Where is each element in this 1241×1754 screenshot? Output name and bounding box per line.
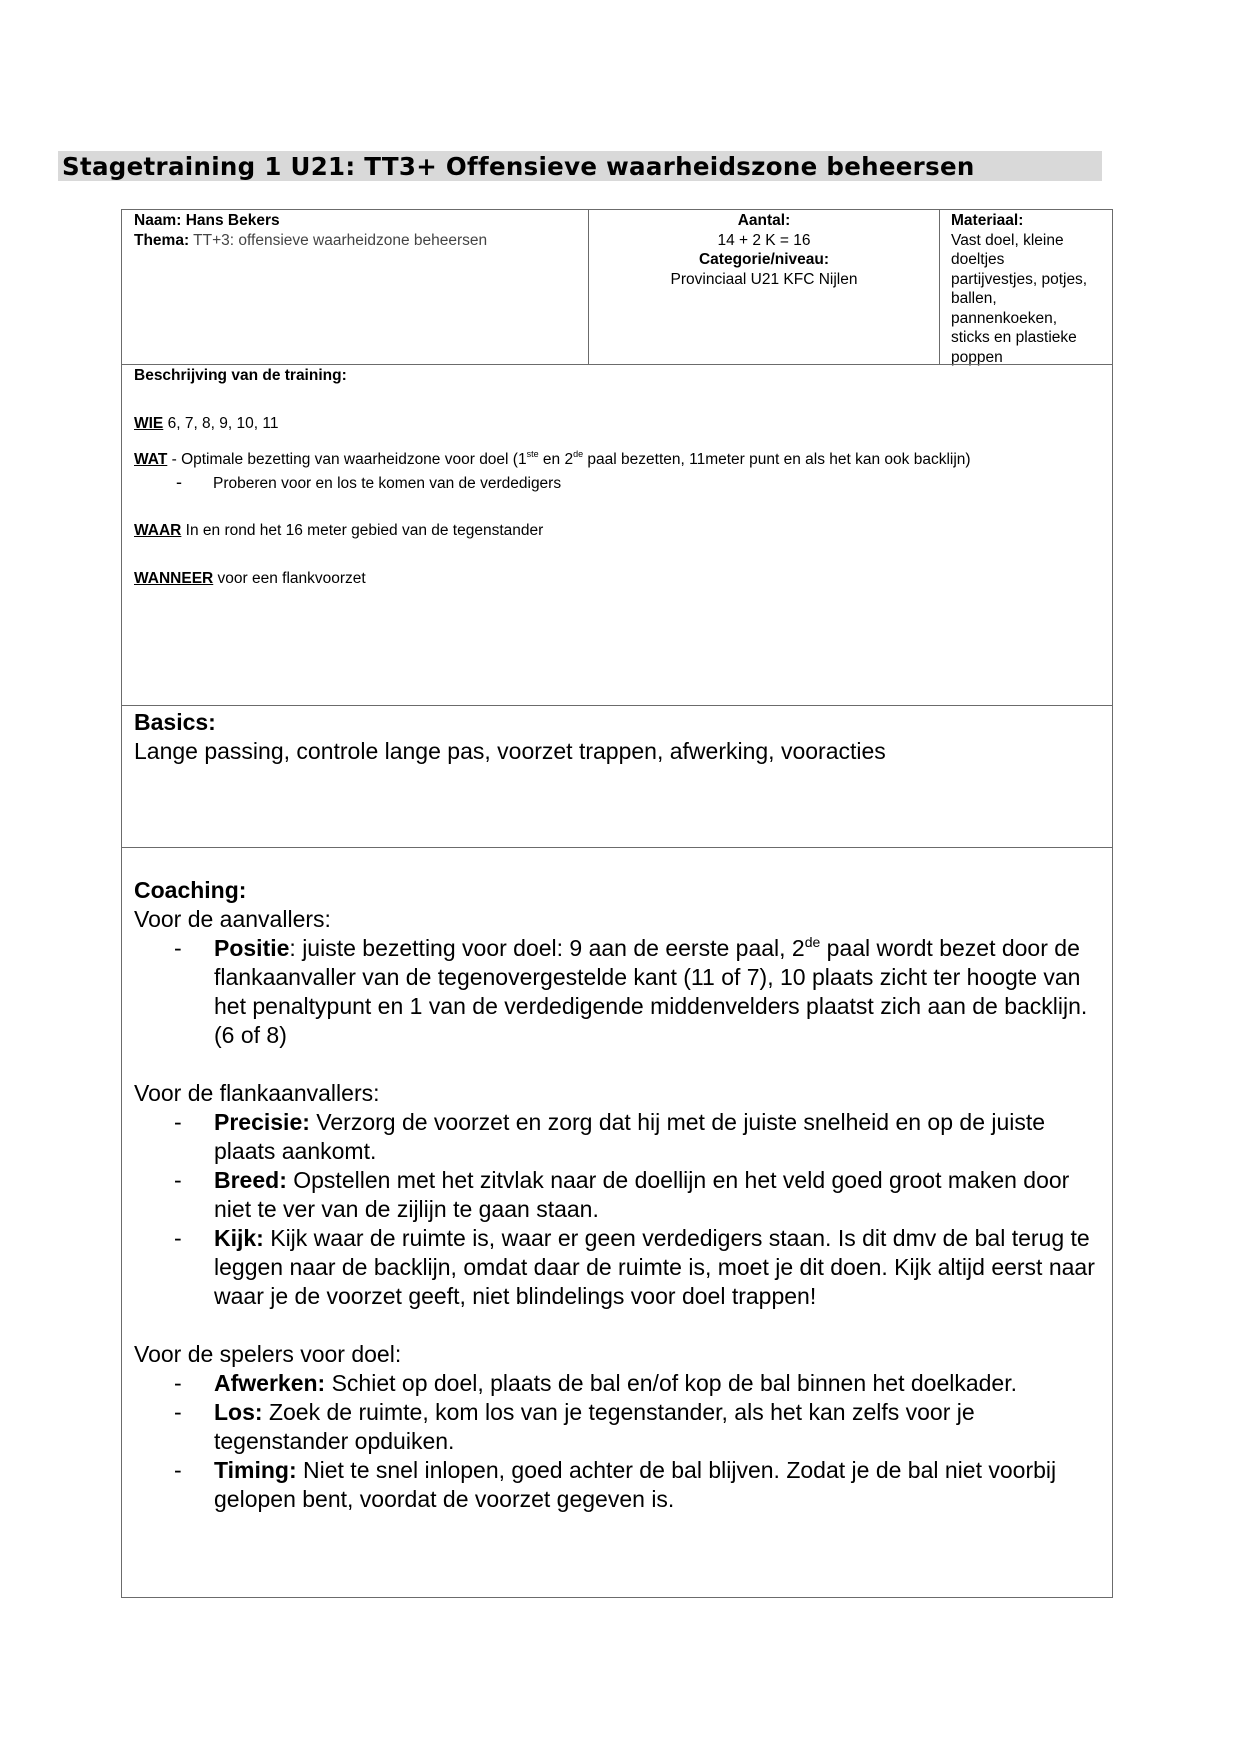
wat-bullet-text: Proberen voor en los te komen van de verdedigers <box>213 474 562 492</box>
bullet-dash: - <box>176 471 182 492</box>
precisie-label: Precisie: <box>214 1109 310 1135</box>
basics-section <box>121 705 1113 848</box>
naam-label: Naam: <box>134 212 182 229</box>
info-cell-aantal <box>588 209 940 365</box>
basics-heading: Basics: <box>134 709 216 735</box>
wie-line <box>134 414 1102 434</box>
group-spelers-voor-doel: Voor de spelers voor doel: <box>134 1341 402 1367</box>
wat-text: en 2 <box>538 451 574 468</box>
waar-label: WAAR <box>134 522 182 539</box>
timing-label: Timing: <box>214 1457 297 1483</box>
afwerken-label: Afwerken: <box>214 1370 326 1396</box>
wanneer-line <box>134 569 1102 589</box>
wat-text: - Optimale bezetting van waarheidzone voor doel (1 <box>167 451 527 468</box>
wat-text: paal bezetten, 11meter punt en als het kan ook backlijn) <box>583 451 971 468</box>
bullet-dash: - <box>174 1457 182 1483</box>
kijk-text: Kijk waar de ruimte is, waar er geen verdedigers staan. Is dit dmv de bal terug te leggen naar de backlijn, omdat daar de ruimte is, moet je dit doen. Kijk altijd eerst naar waar je de voorzet geeft, niet blindelings voor doel trappen! <box>214 1225 1095 1309</box>
los-label: Los: <box>214 1399 263 1425</box>
thema-label: Thema: <box>134 231 190 249</box>
wat-sup: de <box>573 449 584 459</box>
description-heading: Beschrijving van de training: <box>134 367 347 384</box>
group-aanvallers: Voor de aanvallers: <box>134 906 331 932</box>
wat-bullet <box>134 471 1102 494</box>
wie-label: WIE <box>134 414 164 432</box>
afwerken-text: Schiet op doel, plaats de bal en/of kop de bal binnen het doelkader. <box>325 1370 1017 1396</box>
materiaal-line: ballen, <box>951 290 997 307</box>
categorie-value: Provinciaal U21 KFC Nijlen <box>670 270 858 288</box>
breed-text: Opstellen met het zitvlak naar de doellijn en het veld goed groot maken door niet te ver van de zijlijn te gaan staan. <box>214 1167 1070 1222</box>
breed-label: Breed: <box>214 1167 287 1193</box>
naam-line <box>134 211 487 231</box>
materiaal-line: doeltjes <box>951 251 1005 268</box>
coaching-item-precisie <box>134 1108 1100 1166</box>
naam-value: Hans Bekers <box>185 212 280 229</box>
materiaal-line: Vast doel, kleine <box>951 231 1064 249</box>
positie-label: Positie <box>214 935 290 961</box>
los-text: Zoek de ruimte, kom los van je tegenstander, als het kan zelfs voor je tegenstander opduiken. <box>214 1399 975 1454</box>
coaching-item-afwerken <box>134 1369 1100 1398</box>
info-cell-naam <box>121 209 589 365</box>
bullet-dash: - <box>174 1167 182 1193</box>
aantal-value: 14 + 2 K = 16 <box>717 231 811 249</box>
materiaal-line: poppen <box>951 348 1003 366</box>
description-section <box>121 364 1113 706</box>
title-bar <box>58 151 1102 181</box>
bullet-dash: - <box>174 1225 182 1251</box>
bullet-dash: - <box>174 1109 182 1135</box>
materiaal-line: sticks en plastieke <box>951 329 1077 346</box>
coaching-item-kijk <box>134 1224 1100 1311</box>
positie-sup: de <box>804 934 821 950</box>
info-cell-materiaal <box>939 209 1113 365</box>
wanneer-label: WANNEER <box>134 569 214 587</box>
coaching-item-breed <box>134 1166 1100 1224</box>
bullet-dash: - <box>174 1370 182 1396</box>
positie-text: paal wordt bezet door de flankaanvaller van de tegenovergestelde kant (11 of 7), 10 plaats zicht ter hoogte van het penaltypunt en 1 van de verdedigende middenvelders plaatst zich aan de backlijn. (6 of 8) <box>214 935 1088 1048</box>
thema-value: TT+3: offensieve waarheidzone beheersen <box>193 231 488 249</box>
timing-text: Niet te snel inlopen, goed achter de bal blijven. Zodat je de bal niet voorbij gelopen bent, voordat de voorzet gegeven is. <box>214 1457 1057 1512</box>
wat-line <box>134 450 1102 470</box>
positie-text: : juiste bezetting voor doel: 9 aan de eerste paal, 2 <box>289 935 805 961</box>
coaching-heading: Coaching: <box>134 877 247 903</box>
kijk-label: Kijk: <box>214 1225 264 1251</box>
wie-text: 6, 7, 8, 9, 10, 11 <box>163 414 279 432</box>
wanneer-text: voor een flankvoorzet <box>213 569 366 587</box>
waar-line <box>134 521 1102 541</box>
wat-label: WAT <box>134 451 168 468</box>
bullet-dash: - <box>174 935 182 961</box>
categorie-label: Categorie/niveau: <box>698 251 830 268</box>
basics-text: Lange passing, controle lange pas, voorzet trappen, afwerking, vooracties <box>134 738 886 764</box>
page-title: Stagetraining 1 U21: TT3+ Offensieve waarheidszone beheersen <box>62 152 975 181</box>
precisie-text: Verzorg de voorzet en zorg dat hij met de juiste snelheid en op de juiste plaats aankomt. <box>214 1109 1046 1164</box>
wat-sup: ste <box>526 449 539 459</box>
waar-text: In en rond het 16 meter gebied van de tegenstander <box>181 522 544 539</box>
bullet-dash: - <box>174 1399 182 1425</box>
coaching-item-positie <box>134 934 1100 1050</box>
materiaal-line: partijvestjes, potjes, <box>951 270 1088 288</box>
coaching-item-los <box>134 1398 1100 1456</box>
materiaal-line: pannenkoeken, <box>951 309 1058 327</box>
materiaal-label: Materiaal: <box>951 212 1024 229</box>
coaching-item-timing <box>134 1456 1100 1514</box>
aantal-label: Aantal: <box>737 212 791 229</box>
group-flankaanvallers: Voor de flankaanvallers: <box>134 1080 380 1106</box>
coaching-section <box>121 847 1113 1598</box>
thema-line <box>134 231 487 251</box>
